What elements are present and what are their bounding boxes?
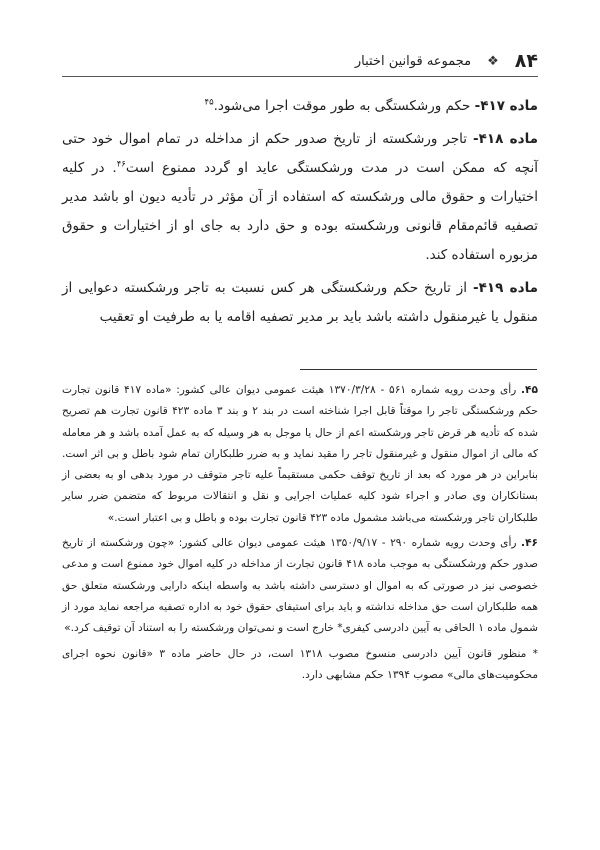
article-417 (62, 92, 538, 121)
footnote-number: ۴۵. (521, 384, 538, 396)
footnote-46 (62, 533, 538, 639)
footnote-text: رأی وحدت رویه شماره ۲۹۰ - ۱۳۵۰/۹/۱۷ هیئت عمومی دیوان عالی کشور: «چون ورشکسته از تاریخ صدور حکم ورشکستگی به موجب ماده ۴۱۸ قانون تجارت از مداخله در کلیه اموال خود ممنوع است و مدعی خصوصی نیز در صورتی که به اموال او دسترسی داشته باشد به واسطه اینکه دارایی ورشکسته متعلق حق همه طلبکاران است حق مداخله نداشته و باید برای استیفای حقوق خود به اداره تصفیه مراجعه نماید مورد از شمول ماده ۱ الحاقی به آیین دادرسی کیفری* خارج است و نمی‌توان ورشکسته را به استناد آن توقیف کرد.» (62, 537, 538, 635)
footnote-number: ۴۶. (521, 537, 538, 550)
article-label: ماده ۴۱۸- (472, 131, 538, 147)
page-header (62, 46, 538, 77)
running-title: مجموعه قوانین اختبار (354, 53, 472, 69)
article-label: ماده ۴۱۷- (474, 98, 538, 114)
article-text-continued: . در کلیه اختیارات و حقوق مالی ورشکسته که استفاده از آن مؤثر در تأدیه دیون او باشد مدیر تصفیه قائم‌مقام قانونی ورشکسته بوده و حق دارد به جای او از اختیارات و حقوق مزبوره استفاده کند. (62, 160, 538, 263)
article-text: از تاریخ حکم ورشکستگی هر کس نسبت به تاجر ورشکسته دعوایی از منقول یا غیرمنقول داشته باشد باید بر مدیر تصفیه اقامه یا به طرفیت او تعقیب (62, 280, 538, 325)
footnote-ref: ۴۵ (204, 97, 214, 108)
article-419 (62, 274, 538, 332)
page-number: ۸۴ (514, 50, 538, 72)
ornament-icon: ❖ (487, 53, 499, 69)
footnote-45 (62, 380, 538, 529)
footnote-separator (300, 369, 537, 370)
footnotes (62, 380, 538, 686)
main-text (62, 92, 538, 336)
article-text: تاجر ورشکسته از تاریخ صدور حکم از مداخله در تمام اموال خود حتی آنچه که ممکن است در مدت ورشکستگی عاید او گردد ممنوع است (62, 131, 538, 176)
article-label: ماده ۴۱۹- (472, 280, 538, 296)
article-418 (62, 125, 538, 270)
footnote-ref: ۴۶ (116, 159, 126, 170)
footnote-text: * منظور قانون آیین دادرسی منسوخ مصوب ۱۳۱۸ است، در حال حاضر ماده ۳ «قانون نحوه اجرای محکومیت‌های مالی» مصوب ۱۳۹۴ حکم مشابهی دارد. (62, 647, 538, 681)
footnote-asterisk-note (62, 644, 538, 687)
footnote-text: رأی وحدت رویه شماره ۵۶۱ - ۱۳۷۰/۳/۲۸ هیئت عمومی دیوان عالی کشور: «ماده ۴۱۷ قانون تجارت حکم ورشکستگی تاجر را موقتاً قابل اجرا شناخته است در بند ۲ و بند ۳ ماده ۴۲۳ قانون تجارت هم تصریح شده که تأدیه هر قرض تاجر ورشکسته اعم از حال یا موجل به هر وسیله که به عمل آمده باشد و هر معامله که مالی از اموال منقول و غیرمنقول تاجر را مقید نماید و به ضرر طلبکاران تمام شود باطل و بی اثر است. بنابراین در هر مورد که بعد از تاریخ توقف حکمی مستقیماً علیه تاجر متوقف در مورد بدهی او به بعضی از بستانکاران وی صادر و اجراء شود کلیه عملیات اجرایی و نقل و انتقالات مربوط که متضمن ضرر سایر طلبکاران تاجر ورشکسته می‌باشد مشمول ماده ۴۲۳ قانون تجارت بوده و باطل و بی اعتبار است.» (62, 384, 538, 524)
article-text: حکم ورشکستگی به طور موقت اجرا می‌شود. (213, 98, 475, 114)
